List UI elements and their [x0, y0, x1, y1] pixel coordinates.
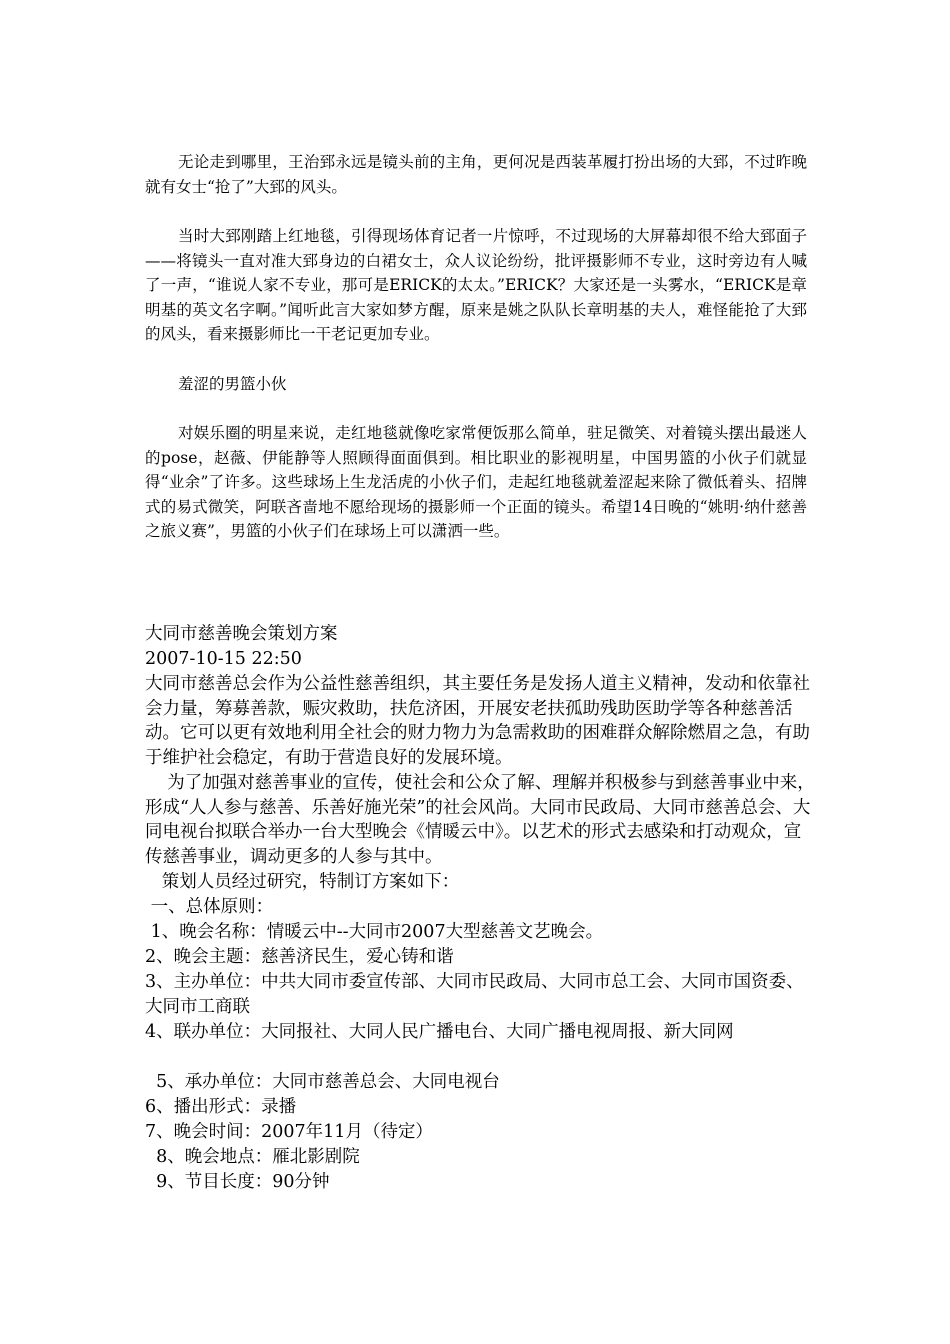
- article-paragraph-2: 当时大郅刚踏上红地毯，引得现场体育记者一片惊呼，不过现场的大屏幕却很不给大郅面子——将镜头一直对准大郅身边的白裙女士，众人议论纷纷，批评摄影师不专业，这时旁边有人喊了一声，“谁说人家不专业，那可是ERICK的太太。”ERICK？大家还是一头雾水，“ERICK是章明基的英文名字啊。”闻听此言大家如梦方醒，原来是姚之队队长章明基的夫人，难怪能抢了大郅的风头，看来摄影师比一干老记更加专业。: [145, 227, 807, 344]
- plan-item-4: 4、联办单位：大同报社、大同人民广播电台、大同广播电视周报、新大同网: [145, 1022, 734, 1042]
- article-paragraph-3: 对娱乐圈的明星来说，走红地毯就像吃家常便饭那么简单，驻足微笑、对着镜头摆出最迷人的pose，赵薇、伊能静等人照顾得面面俱到。相比职业的影视明星，中国男篮的小伙子们就显得“业余”了许多。这些球场上生龙活虎的小伙子们，走起红地毯就羞涩起来除了微低着头、招牌式的易式微笑，阿联吝啬地不愿给现场的摄影师一个正面的镜头。希望14日晚的“姚明·纳什慈善之旅义赛”，男篮的小伙子们在球场上可以潇洒一些。: [145, 424, 807, 541]
- plan-item-2: 2、晚会主题：慈善济民生，爱心铸和谐: [145, 947, 454, 967]
- plan-planning-line: 策划人员经过研究，特制订方案如下：: [145, 872, 460, 892]
- plan-item-3: 3、主办单位：中共大同市委宣传部、大同市民政局、大同市总工会、大同市国资委、大同市工商联: [145, 972, 804, 1017]
- plan-section-heading: 一、总体原则：: [145, 897, 274, 917]
- article-subheading: 羞涩的男篮小伙: [178, 375, 287, 393]
- plan-item-8: 8、晚会地点：雁北影剧院: [145, 1147, 360, 1167]
- plan-datetime: 2007-10-15 22:50: [145, 649, 302, 669]
- article-paragraph-1: 无论走到哪里，王治郅永远是镜头前的主角，更何况是西装革履打扮出场的大郅，不过昨晚就有女士“抢了”大郅的风头。: [145, 153, 807, 196]
- plan-item-9: 9、节目长度：90分钟: [145, 1172, 330, 1192]
- plan-title: 大同市慈善晚会策划方案: [145, 624, 338, 644]
- plan-item-1: 1、晚会名称：情暖云中--大同市2007大型慈善文艺晚会。: [145, 922, 604, 942]
- plan-item-7: 7、晚会时间：2007年11月（待定）: [145, 1122, 433, 1142]
- plan-purpose-paragraph: 为了加强对慈善事业的宣传，使社会和公众了解、理解并积极参与到慈善事业中来，形成“人人参与慈善、乐善好施光荣”的社会风尚。大同市民政局、大同市慈善总会、大同电视台拟联合举办一台大型晚会《情暖云中》。以艺术的形式去感染和打动观众，宣传慈善事业，调动更多的人参与其中。: [145, 773, 815, 868]
- plan-item-6: 6、播出形式：录播: [145, 1097, 297, 1117]
- plan-item-5: 5、承办单位：大同市慈善总会、大同电视台: [145, 1072, 500, 1092]
- plan-intro-paragraph: 大同市慈善总会作为公益性慈善组织，其主要任务是发扬人道主义精神，发动和依靠社会力量，筹募善款，赈灾救助，扶危济困，开展安老扶孤助残助医助学等各种慈善活动。它可以更有效地利用全社会的财力物力为急需救助的困难群众解除燃眉之急，有助于维护社会稳定，有助于营造良好的发展环境。: [145, 674, 810, 769]
